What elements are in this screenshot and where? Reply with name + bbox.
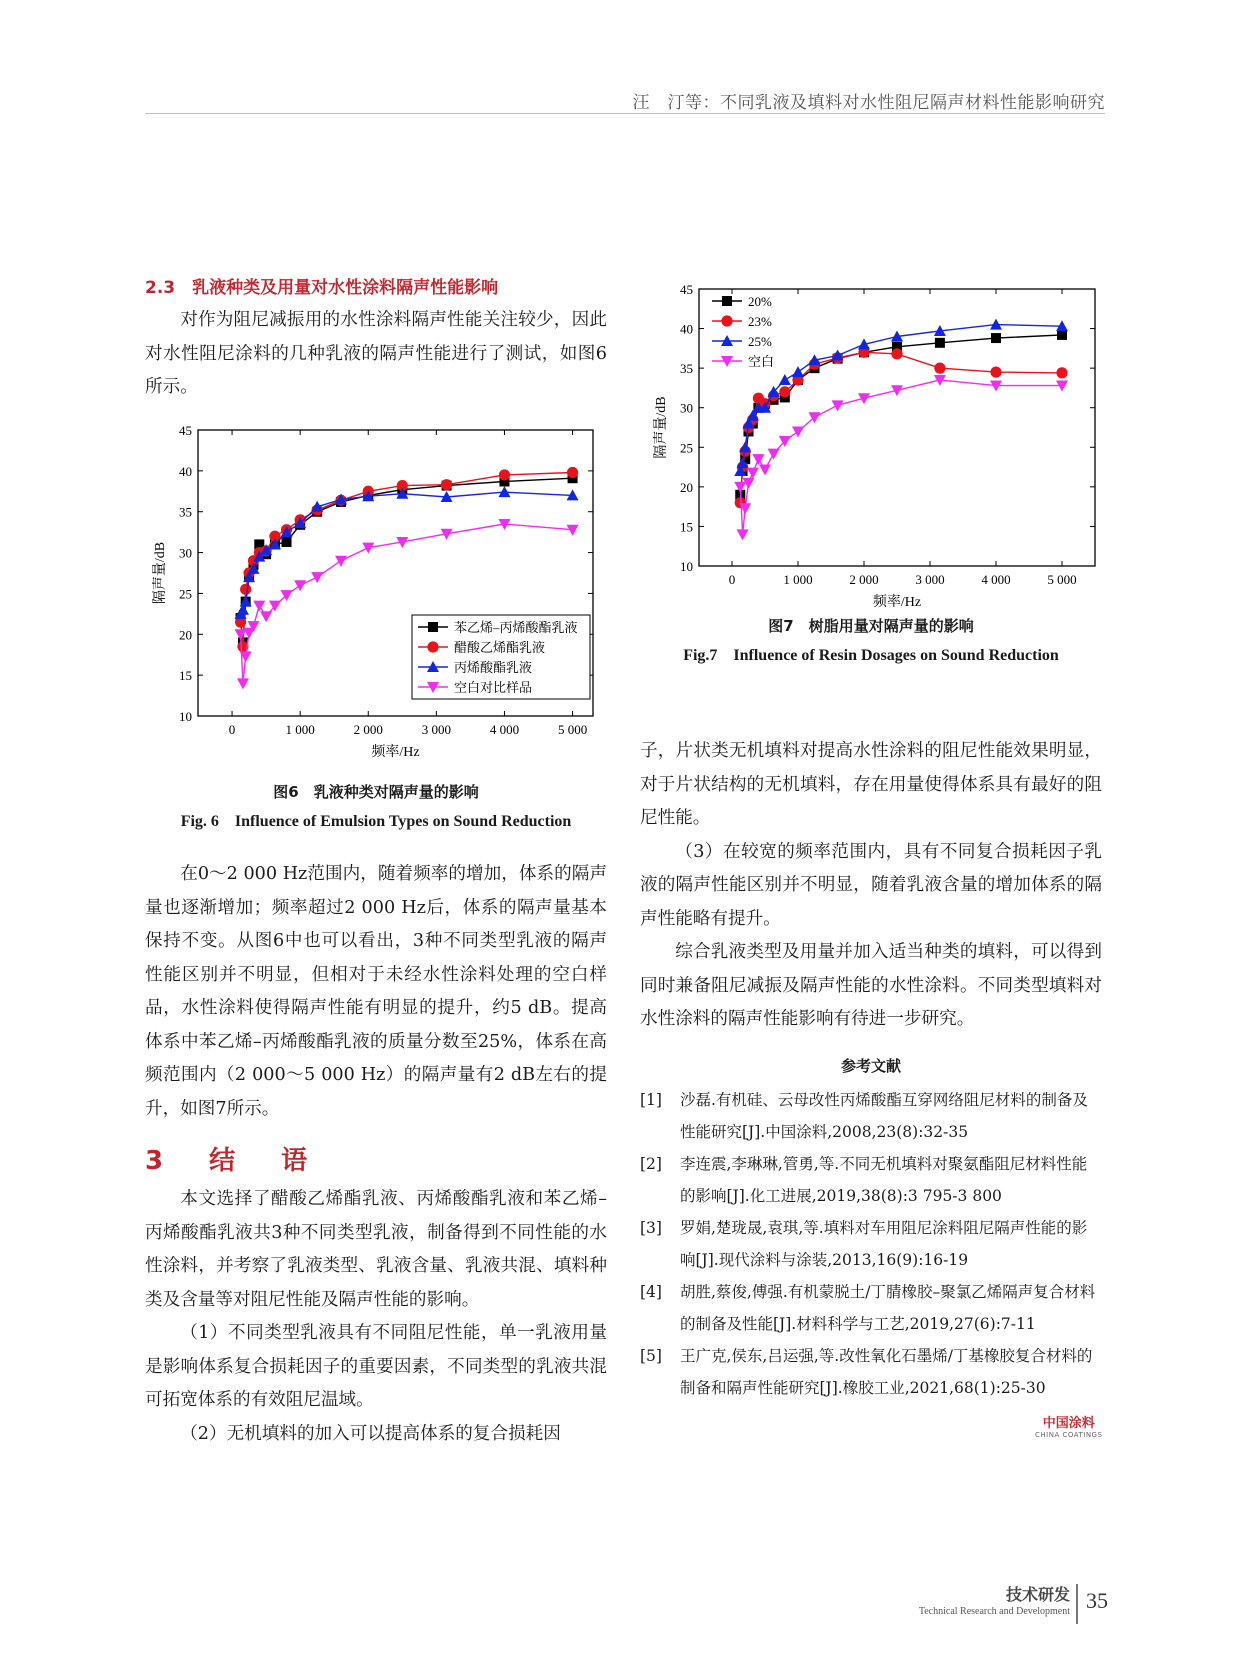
footer-divider bbox=[1076, 1584, 1078, 1624]
figure-6 bbox=[145, 418, 607, 831]
data-point bbox=[567, 467, 578, 478]
page-footer bbox=[860, 1582, 1110, 1628]
logo-text-en: CHINA COATINGS bbox=[1035, 1431, 1103, 1439]
x-tick-label: 2 000 bbox=[849, 572, 879, 587]
data-point bbox=[752, 454, 764, 465]
x-tick-label: 3 000 bbox=[421, 722, 451, 737]
y-tick-label: 35 bbox=[680, 361, 693, 377]
conclusion-point-3: （3）在较宽的频率范围内，具有不同复合损耗因子乳液的隔声性能区别并不明显，随着乳液含量的增加体系的隔声性能略有提升。 bbox=[640, 841, 1102, 929]
y-tick-label: 10 bbox=[179, 709, 192, 724]
reference-text: 李连震,李琳琳,管勇,等.不同无机填料对聚氨酯阻尼材料性能的影响[J].化工进展,2019,38(8):3 795-3 800 bbox=[680, 1154, 1088, 1205]
running-header: 汪 汀等：不同乳液及填料对水性阻尼隔声材料性能影响研究 bbox=[632, 93, 1105, 113]
y-tick-label: 20 bbox=[179, 627, 192, 643]
y-tick-label: 40 bbox=[179, 463, 192, 479]
data-point bbox=[747, 468, 759, 479]
data-point bbox=[990, 367, 1001, 378]
data-point bbox=[311, 572, 323, 583]
reference-text: 罗娟,楚珑晟,袁琪,等.填料对车用阻尼涂料阻尼隔声性能的影响[J].现代涂料与涂装,2013,16(9):16-19 bbox=[680, 1218, 1088, 1269]
data-point bbox=[768, 449, 780, 460]
reference-number: [2] bbox=[640, 1154, 662, 1173]
data-point bbox=[792, 366, 804, 377]
data-point bbox=[991, 333, 1001, 343]
reference-text: 胡胜,蔡俊,傅强.有机蒙脱土/丁腈橡胶–聚氯乙烯隔声复合材料的制备及性能[J].材料科学与工艺,2019,27(6):7-11 bbox=[680, 1282, 1096, 1333]
data-point bbox=[739, 441, 751, 452]
data-point bbox=[282, 537, 292, 547]
references-title: 参考文献 bbox=[840, 1056, 901, 1075]
legend-marker bbox=[722, 296, 732, 306]
x-tick-label: 1 000 bbox=[285, 722, 315, 737]
reference-item bbox=[640, 1340, 1102, 1404]
conclusion-intro: 本文选择了醋酸乙烯酯乳液、丙烯酸酯乳液和苯乙烯–丙烯酸酯乳液共3种不同类型乳液，制备得到不同性能的水性涂料，并考察了乳液类型、乳液含量、乳液共混、填料种类及含量等对阻尼性能及隔声性能的影响。 bbox=[145, 1189, 607, 1310]
figure-6-caption-cn: 图6 乳液种类对隔声量的影响 bbox=[273, 783, 479, 801]
data-point bbox=[260, 611, 272, 622]
conclusion-point-1: （1）不同类型乳液具有不同阻尼性能，单一乳液用量是影响体系复合损耗因子的重要因素，不同类型的乳液共混可拓宽体系的有效阻尼温域。 bbox=[145, 1323, 607, 1410]
legend bbox=[712, 294, 774, 369]
reference-number: [5] bbox=[640, 1346, 662, 1365]
legend-label: 丙烯酸酯乳液 bbox=[454, 660, 533, 675]
data-point bbox=[237, 678, 249, 689]
series-line bbox=[740, 335, 1062, 495]
footer-section-cn: 技术研发 bbox=[1005, 1585, 1070, 1604]
footer-section-en: Technical Research and Development bbox=[918, 1606, 1070, 1617]
figure-7 bbox=[640, 277, 1102, 665]
legend bbox=[412, 615, 590, 699]
reference-text: 沙磊.有机硅、云母改性丙烯酸酯互穿网络阻尼材料的制备及性能研究[J].中国涂料,2008,23(8):32-35 bbox=[680, 1090, 1088, 1141]
y-tick-label: 10 bbox=[680, 559, 693, 574]
reference-item bbox=[640, 1212, 1102, 1276]
y-axis-label: 隔声量/dB bbox=[654, 396, 669, 459]
reference-text: 王广克,侯东,吕运强,等.改性氧化石墨烯/丁基橡胶复合材料的制备和隔声性能研究[J].橡胶工业,2021,68(1):25-30 bbox=[680, 1346, 1093, 1397]
header-divider bbox=[145, 113, 1105, 114]
data-point bbox=[240, 584, 251, 595]
data-point bbox=[891, 348, 902, 359]
data-point bbox=[737, 529, 749, 540]
section-heading-2-3: 2.3 乳液种类及用量对水性涂料隔声性能影响 bbox=[145, 278, 499, 298]
x-tick-label: 0 bbox=[228, 722, 236, 737]
left-column-bottom bbox=[145, 858, 607, 1451]
reference-item bbox=[640, 1276, 1102, 1340]
series-line bbox=[740, 380, 1062, 534]
legend-label: 苯乙烯–丙烯酸酯乳液 bbox=[454, 620, 578, 635]
reference-item bbox=[640, 1084, 1102, 1148]
data-point bbox=[294, 580, 306, 591]
series-line bbox=[740, 352, 1062, 502]
x-tick-label: 0 bbox=[728, 572, 736, 587]
closing-paragraph: 综合乳液类型及用量并加入适当种类的填料，可以得到同时兼备阻尼减振及隔声性能的水性涂料。不同类型填料对水性涂料的隔声性能影响有待进一步研究。 bbox=[640, 942, 1102, 1029]
data-point bbox=[832, 400, 844, 411]
data-point bbox=[311, 501, 323, 512]
conclusion-point-2-end: 子，片状类无机填料对提高水性涂料的阻尼性能效果明显，对于片状结构的无机填料，存在用量使得体系具有最好的阻尼性能。 bbox=[640, 741, 1102, 828]
y-axis-label: 隔声量/dB bbox=[153, 541, 168, 605]
page-number: 35 bbox=[1086, 1588, 1108, 1613]
data-point bbox=[499, 469, 510, 480]
y-tick-label: 40 bbox=[680, 321, 693, 337]
y-tick-label: 25 bbox=[680, 440, 693, 456]
references-list bbox=[640, 1084, 1102, 1404]
data-point bbox=[253, 601, 265, 612]
conclusion-heading: 3 结 语 bbox=[145, 1146, 318, 1176]
y-tick-label: 45 bbox=[179, 423, 192, 438]
data-point bbox=[567, 525, 579, 536]
data-point bbox=[792, 426, 804, 437]
china-coatings-logo bbox=[1035, 1412, 1102, 1439]
data-point bbox=[779, 374, 791, 385]
right-column bbox=[640, 735, 1102, 1404]
x-tick-label: 5 000 bbox=[557, 722, 588, 737]
data-point bbox=[759, 464, 771, 475]
y-tick-label: 30 bbox=[680, 400, 693, 416]
legend-marker bbox=[721, 315, 732, 326]
series-circle bbox=[735, 347, 1068, 509]
reference-item bbox=[640, 1148, 1102, 1212]
x-tick-label: 4 000 bbox=[489, 722, 520, 737]
intro-paragraph: 对作为阻尼减振用的水性涂料隔声性能关注较少，因此对水性阻尼涂料的几种乳液的隔声性能进行了测试，如图6所示。 bbox=[145, 310, 607, 397]
legend-label: 20% bbox=[748, 294, 772, 309]
data-point bbox=[935, 338, 945, 348]
x-tick-label: 2 000 bbox=[353, 722, 383, 737]
legend-label: 醋酸乙烯酯乳液 bbox=[454, 640, 546, 655]
data-point bbox=[441, 479, 452, 490]
x-tick-label: 3 000 bbox=[915, 572, 945, 587]
legend-label: 空白 bbox=[748, 354, 775, 369]
data-point bbox=[362, 543, 374, 554]
data-point bbox=[335, 556, 347, 567]
conclusion-point-2-start: （2）无机填料的加入可以提高体系的复合损耗因 bbox=[180, 1423, 561, 1444]
data-point bbox=[1056, 367, 1067, 378]
y-tick-label: 30 bbox=[179, 545, 192, 561]
x-axis-label: 频率/Hz bbox=[371, 745, 420, 760]
y-tick-label: 15 bbox=[179, 668, 192, 684]
figure-7-caption-cn: 图7 树脂用量对隔声量的影响 bbox=[768, 617, 974, 635]
y-tick-label: 20 bbox=[680, 479, 693, 495]
y-tick-label: 25 bbox=[179, 586, 192, 602]
data-point bbox=[779, 386, 790, 397]
left-column-top bbox=[145, 273, 607, 405]
legend-label: 23% bbox=[748, 314, 772, 329]
legend-label: 25% bbox=[748, 334, 772, 349]
reference-number: [3] bbox=[640, 1218, 662, 1237]
x-tick-label: 4 000 bbox=[981, 572, 1011, 587]
x-tick-label: 1 000 bbox=[783, 572, 813, 587]
y-tick-label: 45 bbox=[680, 282, 693, 297]
discussion-paragraph: 在0～2 000 Hz范围内，随着频率的增加，体系的隔声量也逐渐增加；频率超过2 000 Hz后，体系的隔声量基本保持不变。从图6中也可以看出，3种不同类型乳液的隔声性能区别并不明显，但相对于未经水性涂料处理的空白样品，水性涂料使得隔声性能有明显的提升，约5 dB。提高体系中苯乙烯–丙烯酸酯乳液的质量分数至25%，体系在高频范围内（2 000～5 000 Hz）的隔声量有2 dB左右的提升，如图7所示。 bbox=[145, 864, 607, 1119]
figure-6-chart bbox=[145, 418, 607, 773]
legend-marker bbox=[428, 622, 438, 632]
y-tick-label: 15 bbox=[680, 519, 693, 535]
x-tick-label: 5 000 bbox=[1047, 572, 1077, 587]
data-point bbox=[1057, 330, 1067, 340]
reference-number: [4] bbox=[640, 1282, 662, 1301]
x-axis-label: 频率/Hz bbox=[872, 595, 922, 607]
figure-7-chart bbox=[640, 277, 1102, 607]
legend-label: 空白对比样品 bbox=[454, 680, 533, 695]
figure-6-caption-en: Fig. 6 Influence of Emulsion Types on Sound Reduction bbox=[180, 813, 572, 830]
reference-number: [1] bbox=[640, 1090, 662, 1109]
data-point bbox=[934, 363, 945, 374]
series-line bbox=[241, 492, 573, 614]
figure-7-caption-en: Fig.7 Influence of Resin Dosages on Sound Reduction bbox=[683, 647, 1059, 664]
y-tick-label: 35 bbox=[179, 504, 192, 520]
logo-text-cn: 中国涂料 bbox=[1042, 1416, 1095, 1431]
legend-marker bbox=[427, 641, 438, 652]
